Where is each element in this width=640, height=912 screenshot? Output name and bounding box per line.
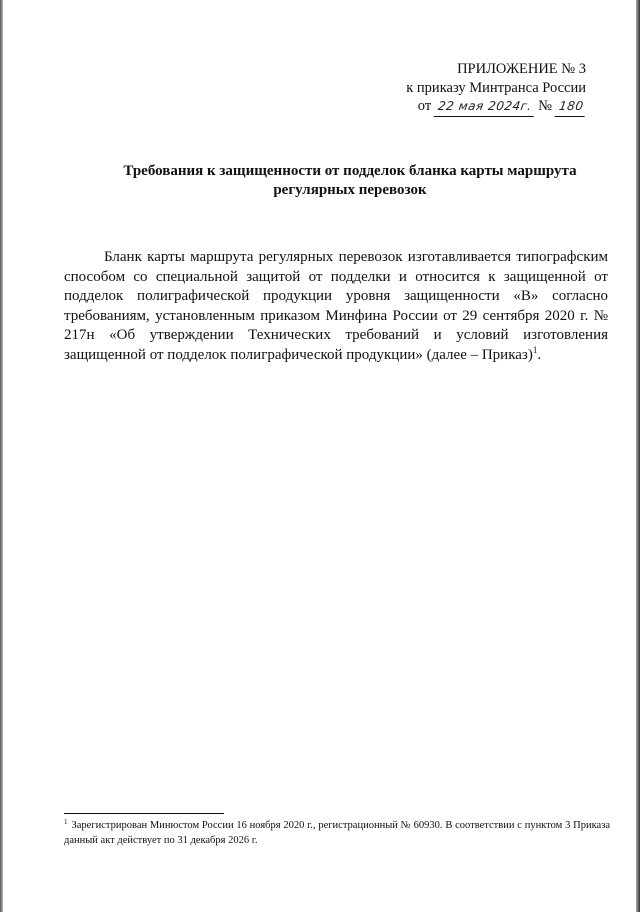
order-reference: к приказу Минтранса России (406, 79, 586, 96)
footnote-marker: 1 (64, 817, 68, 826)
handwritten-number: 180 (554, 97, 587, 117)
handwritten-date: 22 мая 2024г. (433, 97, 535, 117)
footnote (64, 818, 610, 848)
document-title (110, 162, 590, 200)
appendix-number: ПРИЛОЖЕНИЕ № 3 (457, 61, 586, 77)
order-date-line (366, 97, 586, 117)
appendix-header (366, 60, 586, 117)
scan-edge-left (0, 0, 3, 912)
footnote-divider (64, 813, 224, 814)
number-prefix: № (538, 98, 552, 114)
body-paragraph: Бланк карты маршрута регулярных перевозок изготавливается типографским способом со специальной защитой от подделки и относится к защищенной от подделок полиграфической продукции уровня защищенности «В» согласно требованиям, установленным приказом Минфина России от 29 сентября 2020 г. № 217н «Об утверждении Технических требований и условий изготовления защищенной от подделок полиграфической продукции» (далее – Приказ)$^1$. (64, 249, 608, 363)
body-text: Бланк карты маршрута регулярных перевозок изготавливается типографским способом со специальной защитой от подделки и относится к защищенной от подделок полиграфической продукции уровня защищенности «В» согласно требованиям, установленным приказом Минфина России от 29 сентября 2020 г. № 217н «Об утверждении Технических требований и условий изготовления защищенной от подделок полиграфической продукции» (далее – Приказ) (64, 249, 608, 363)
footnote-reference: 1 (532, 344, 538, 355)
scan-edge-right (636, 0, 640, 912)
title-line-1: Требования к защищенности от подделок бланка карты маршрута (123, 163, 577, 179)
date-prefix: от (417, 98, 432, 114)
footnote-text: Зарегистрирован Минюстом России 16 ноября 2020 г., регистрационный № 60930. В соответствии с пунктом 3 Приказа данный акт действует по 31 декабря 2026 г. (64, 820, 610, 846)
title-line-2: регулярных перевозок (273, 182, 427, 198)
